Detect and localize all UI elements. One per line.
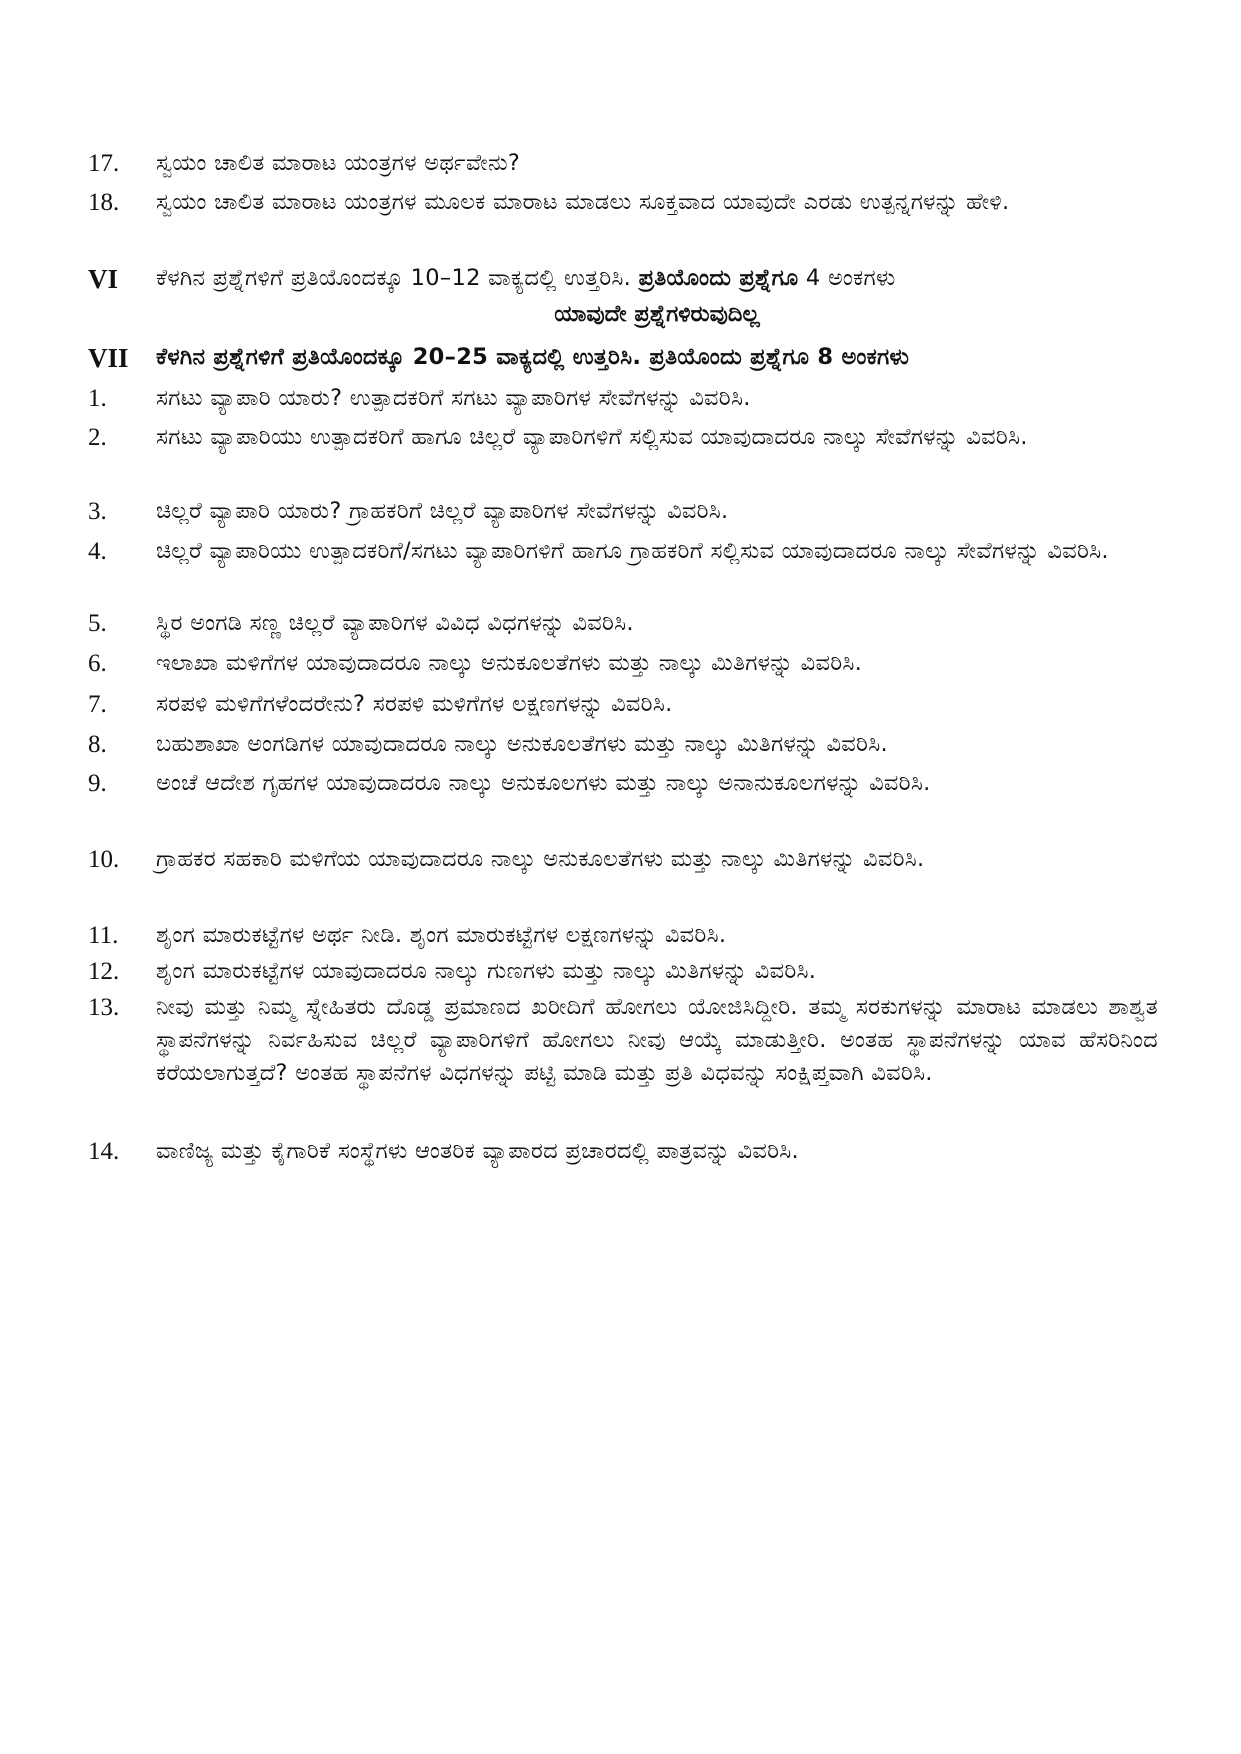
question-number: 1. [88,385,107,412]
question-text: ಸ್ವಯಂ ಚಾಲಿತ ಮಾರಾಟ ಯಂತ್ರಗಳ ಅರ್ಥವೇನು? [156,150,521,176]
question-number: 3. [88,498,107,525]
question-number: 8. [88,731,107,758]
question-number: 2. [88,424,107,451]
question-text: ಶೃಂಗ ಮಾರುಕಟ್ಟೆಗಳ ಯಾವುದಾದರೂ ನಾಲ್ಕು ಗುಣಗಳು ಮತ್ತು ನಾಲ್ಕು ಮಿತಿಗಳನ್ನು ವಿವರಿಸಿ. [156,958,817,984]
question-number: 18. [88,189,120,216]
section-marks: 4 ಅಂಕಗಳು [805,265,896,291]
section-instruction-bold: ಪ್ರತಿಯೊಂದು ಪ್ರಶ್ನೆಗೂ [638,265,799,291]
section-instruction-text: ಕೆಳಗಿನ ಪ್ರಶ್ನೆಗಳಿಗೆ ಪ್ರತಿಯೊಂದಕ್ಕೂ 10–12 ವಾಕ್ಯದಲ್ಲಿ ಉತ್ತರಿಸಿ. [156,265,632,291]
question-text: ಸ್ಥಿರ ಅಂಗಡಿ ಸಣ್ಣ ಚಿಲ್ಲರೆ ವ್ಯಾಪಾರಿಗಳ ವಿವಿಧ ವಿಧಗಳನ್ನು ವಿವರಿಸಿ. [156,610,634,636]
question-number: 9. [88,770,107,797]
question-number: 5. [88,610,107,637]
section-vi-note: ಯಾವುದೇ ಪ್ರಶ್ನೆಗಳಿರುವುದಿಲ್ಲ [554,301,760,327]
question-number: 13. [88,994,120,1021]
question-text: ಗ್ರಾಹಕರ ಸಹಕಾರಿ ಮಳಿಗೆಯ ಯಾವುದಾದರೂ ನಾಲ್ಕು ಅನುಕೂಲತೆಗಳು ಮತ್ತು ನಾಲ್ಕು ಮಿತಿಗಳನ್ನು ವಿವರಿಸಿ. [156,846,925,872]
section-instruction [156,262,1158,295]
section-roman-numeral: VI [88,264,119,294]
question-text: ಇಲಾಖಾ ಮಳಿಗೆಗಳ ಯಾವುದಾದರೂ ನಾಲ್ಕು ಅನುಕೂಲತೆಗಳು ಮತ್ತು ನಾಲ್ಕು ಮಿತಿಗಳನ್ನು ವಿವರಿಸಿ. [156,650,863,676]
question-text: ಸ್ವಯಂ ಚಾಲಿತ ಮಾರಾಟ ಯಂತ್ರಗಳ ಮೂಲಕ ಮಾರಾಟ ಮಾಡಲು ಸೂಕ್ತವಾದ ಯಾವುದೇ ಎರಡು ಉತ್ಪನ್ನಗಳನ್ನು ಹೇಳಿ. [156,189,1010,215]
question-text: ಚಿಲ್ಲರೆ ವ್ಯಾಪಾರಿಯು ಉತ್ಪಾದಕರಿಗೆ/ಸಗಟು ವ್ಯಾಪಾರಿಗಳಿಗೆ ಹಾಗೂ ಗ್ರಾಹಕರಿಗೆ ಸಲ್ಲಿಸುವ ಯಾವುದಾದರೂ ನಾಲ್ಕು ಸೇವೆಗಳನ್ನು ವಿವರಿಸಿ. [156,538,1109,564]
question-number: 14. [88,1138,120,1165]
question-text: ವಾಣಿಜ್ಯ ಮತ್ತು ಕೈಗಾರಿಕೆ ಸಂಸ್ಥೆಗಳು ಆಂತರಿಕ ವ್ಯಾಪಾರದ ಪ್ರಚಾರದಲ್ಲಿ ಪಾತ್ರವನ್ನು ವಿವರಿಸಿ. [156,1138,799,1164]
question-text: ಅಂಚೆ ಆದೇಶ ಗೃಹಗಳ ಯಾವುದಾದರೂ ನಾಲ್ಕು ಅನುಕೂಲಗಳು ಮತ್ತು ನಾಲ್ಕು ಅನಾನುಕೂಲಗಳನ್ನು ವಿವರಿಸಿ. [156,770,931,796]
question-number: 7. [88,691,107,718]
question-text: ಬಹುಶಾಖಾ ಅಂಗಡಿಗಳ ಯಾವುದಾದರೂ ನಾಲ್ಕು ಅನುಕೂಲತೆಗಳು ಮತ್ತು ನಾಲ್ಕು ಮಿತಿಗಳನ್ನು ವಿವರಿಸಿ. [156,731,888,757]
question-number: 10. [88,846,120,873]
question-text: ಚಿಲ್ಲರೆ ವ್ಯಾಪಾರಿ ಯಾರು? ಗ್ರಾಹಕರಿಗೆ ಚಿಲ್ಲರೆ ವ್ಯಾಪಾರಿಗಳ ಸೇವೆಗಳನ್ನು ವಿವರಿಸಿ. [156,498,729,524]
question-text: ಸಗಟು ವ್ಯಾಪಾರಿಯು ಉತ್ಪಾದಕರಿಗೆ ಹಾಗೂ ಚಿಲ್ಲರೆ ವ್ಯಾಪಾರಿಗಳಿಗೆ ಸಲ್ಲಿಸುವ ಯಾವುದಾದರೂ ನಾಲ್ಕು ಸೇವೆಗಳನ್ನು ವಿವರಿಸಿ. [156,424,1028,450]
section-roman-numeral: VII [88,343,129,373]
question-text: ಸಗಟು ವ್ಯಾಪಾರಿ ಯಾರು? ಉತ್ಪಾದಕರಿಗೆ ಸಗಟು ವ್ಯಾಪಾರಿಗಳ ಸೇವೆಗಳನ್ನು ವಿವರಿಸಿ. [156,385,751,411]
question-number: 12. [88,958,120,985]
question-text: ಶೃಂಗ ಮಾರುಕಟ್ಟೆಗಳ ಅರ್ಥ ನೀಡಿ. ಶೃಂಗ ಮಾರುಕಟ್ಟೆಗಳ ಲಕ್ಷಣಗಳನ್ನು ವಿವರಿಸಿ. [156,922,727,948]
question-number: 4. [88,538,107,565]
question-number: 11. [88,922,119,949]
question-number: 6. [88,650,107,677]
section-instruction: ಕೆಳಗಿನ ಪ್ರಶ್ನೆಗಳಿಗೆ ಪ್ರತಿಯೊಂದಕ್ಕೂ 20–25 ವಾಕ್ಯದಲ್ಲಿ ಉತ್ತರಿಸಿ. ಪ್ರತಿಯೊಂದು ಪ್ರಶ್ನೆಗೂ 8 ಅಂಕಗಳು [156,344,910,370]
question-text: ನೀವು ಮತ್ತು ನಿಮ್ಮ ಸ್ನೇಹಿತರು ದೊಡ್ಡ ಪ್ರಮಾಣದ ಖರೀದಿಗೆ ಹೋಗಲು ಯೋಜಿಸಿದ್ದೀರಿ. ತಮ್ಮ ಸರಕುಗಳನ್ನು ಮಾರಾಟ ಮಾಡಲು ಶಾಶ್ವತ ಸ್ಥಾಪನೆಗಳನ್ನು ನಿರ್ವಹಿಸುವ ಚಿಲ್ಲರೆ ವ್ಯಾಪಾರಿಗಳಿಗೆ ಹೋಗಲು ನೀವು ಆಯ್ಕೆ ಮಾಡುತ್ತೀರಿ. ಅಂತಹ ಸ್ಥಾಪನೆಗಳನ್ನು ಯಾವ ಹೆಸರಿನಿಂದ ಕರೆಯಲಾಗುತ್ತದೆ? ಅಂತಹ ಸ್ಥಾಪನೆಗಳ ವಿಧಗಳನ್ನು ಪಟ್ಟಿ ಮಾಡಿ ಮತ್ತು ಪ್ರತಿ ವಿಧವನ್ನು ಸಂಕ್ಷಿಪ್ತವಾಗಿ ವಿವರಿಸಿ. [156,994,1158,1086]
question-text: ಸರಪಳಿ ಮಳಿಗೆಗಳೆಂದರೇನು? ಸರಪಳಿ ಮಳಿಗೆಗಳ ಲಕ್ಷಣಗಳನ್ನು ವಿವರಿಸಿ. [156,691,673,717]
question-number: 17. [88,150,120,177]
